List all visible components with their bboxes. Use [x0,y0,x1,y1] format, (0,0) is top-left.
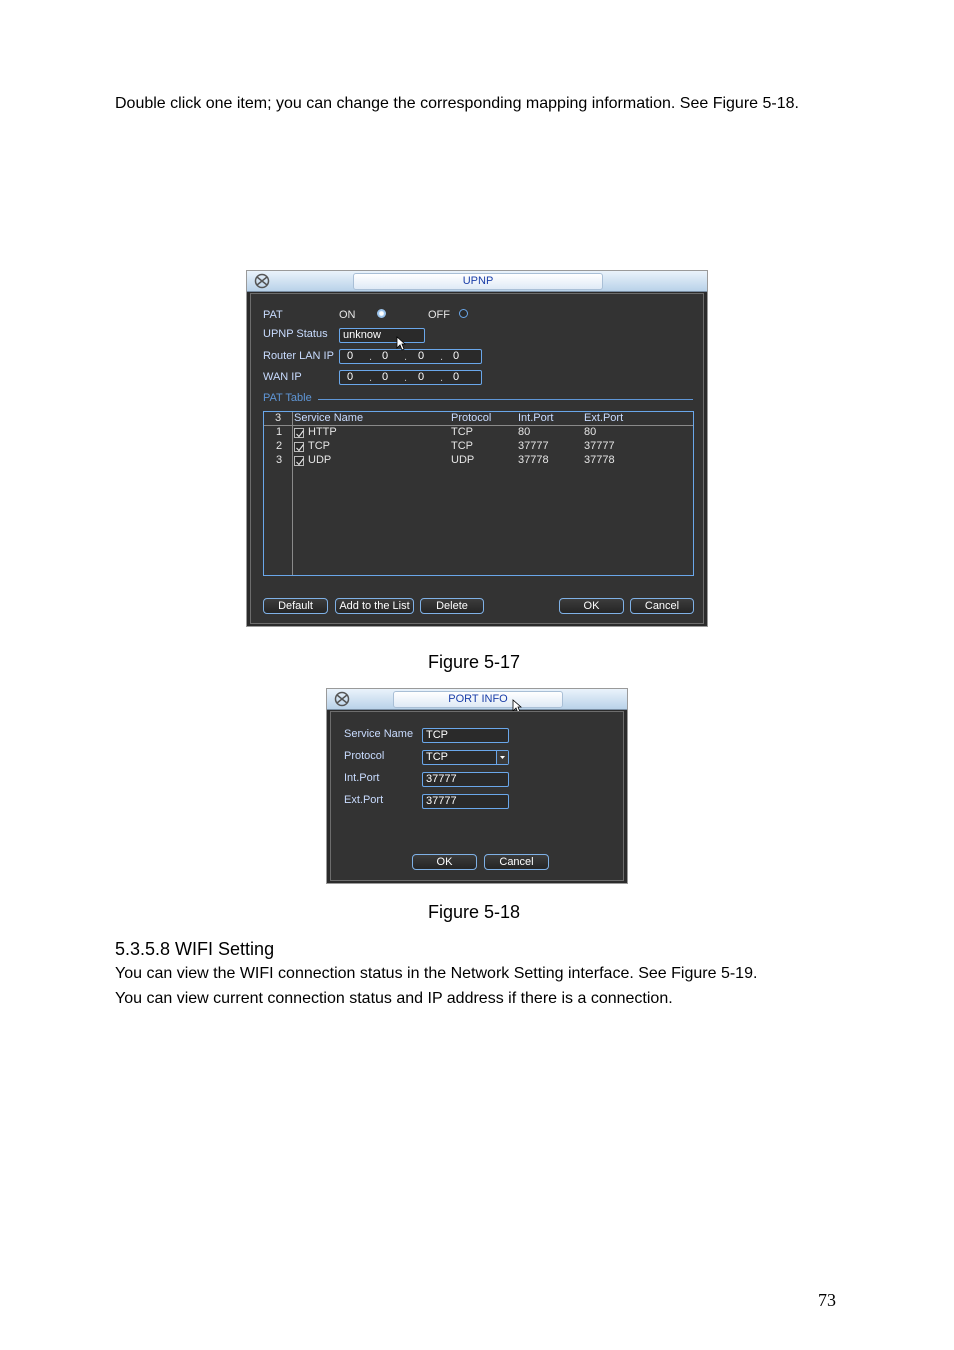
delete-button[interactable]: Delete [420,598,484,614]
ip-octet: 0 [453,350,460,362]
upnp-status-field[interactable]: unknow [339,328,425,343]
protocol-label: Protocol [344,750,385,762]
section-heading: 5.3.5.8 WIFI Setting [115,939,275,959]
row-index: 2 [276,440,283,452]
wan-ip-label: WAN IP [263,371,302,383]
ip-octet: 0 [382,350,389,362]
pat-on-label: ON [339,309,356,321]
page-number: 73 [818,1290,836,1310]
cancel-button[interactable]: Cancel [484,854,549,870]
ext-port-label: Ext.Port [344,794,384,806]
upnp-titlebar [247,271,707,292]
dropdown-arrow-icon[interactable] [496,751,508,764]
router-lan-ip-field[interactable] [339,349,482,364]
table-row[interactable] [264,426,693,440]
row-index: 3 [276,454,283,466]
row-ext-port: 80 [584,426,597,438]
table-count: 3 [275,412,282,424]
row-checkbox[interactable] [294,456,304,466]
ip-dot: . [440,351,444,363]
ip-dot: . [404,372,408,384]
port-info-title: PORT INFO [393,691,563,708]
pat-off-label: OFF [428,309,450,321]
upnp-title: UPNP [353,273,603,290]
body-text: You can view the WIFI connection status in the Network Setting interface. See Figure 5-19. [115,965,758,982]
row-int-port: 37777 [518,440,549,452]
table-row[interactable] [264,454,693,468]
port-info-panel [330,711,624,881]
checkmark-icon [295,443,305,453]
pat-table[interactable] [263,411,694,576]
row-service: UDP [308,454,332,466]
intro-text: Double click one item; you can change the corresponding mapping information. See Figure 5-18. [115,95,799,112]
pat-label: PAT [263,309,283,321]
service-name-label: Service Name [344,728,414,740]
figure-caption: Figure 5-17 [428,652,521,672]
row-checkbox[interactable] [294,442,304,452]
ip-octet: 0 [418,371,425,383]
pat-table-rule [318,399,693,400]
checkmark-icon [295,429,305,439]
ip-octet: 0 [418,350,425,362]
upnp-status-label: UPNP Status [263,328,328,340]
wan-ip-field[interactable] [339,370,482,385]
port-info-window [326,688,628,884]
dahua-logo-icon [333,691,351,707]
default-button[interactable]: Default [263,598,328,614]
ok-button[interactable]: OK [559,598,624,614]
protocol-select[interactable] [422,750,509,765]
table-header: Service Name [294,412,364,424]
cancel-button[interactable]: Cancel [630,598,694,614]
pat-on-radio[interactable] [377,309,386,318]
ip-dot: . [369,351,373,363]
checkmark-icon [295,457,305,467]
pat-off-radio[interactable] [459,309,468,318]
port-info-titlebar [327,689,627,710]
ip-dot: . [369,372,373,384]
ip-octet: 0 [382,371,389,383]
row-index: 1 [276,426,283,438]
row-ext-port: 37777 [584,440,615,452]
ip-octet: 0 [347,371,354,383]
row-protocol: TCP [451,426,473,438]
int-port-field[interactable]: 37777 [422,772,509,787]
upnp-panel [250,293,704,624]
row-protocol: UDP [451,454,475,466]
ext-port-field[interactable]: 37777 [422,794,509,809]
figure-caption: Figure 5-18 [428,902,521,922]
protocol-value: TCP [426,751,448,763]
router-lan-ip-label: Router LAN IP [263,350,334,362]
ok-button[interactable]: OK [412,854,477,870]
table-row[interactable] [264,440,693,454]
upnp-window [246,270,708,627]
row-service: HTTP [308,426,337,438]
dahua-logo-icon [253,273,271,289]
row-ext-port: 37778 [584,454,615,466]
add-to-list-button[interactable]: Add to the List [335,598,414,614]
service-name-field[interactable]: TCP [422,728,509,743]
row-protocol: TCP [451,440,473,452]
int-port-label: Int.Port [344,772,380,784]
table-header: Protocol [451,412,492,424]
row-checkbox[interactable] [294,428,304,438]
table-header: Ext.Port [584,412,624,424]
mouse-pointer-icon [396,336,406,351]
ip-octet: 0 [453,371,460,383]
table-header: Int.Port [518,412,554,424]
row-service: TCP [308,440,330,452]
row-int-port: 80 [518,426,531,438]
row-int-port: 37778 [518,454,549,466]
body-text: You can view current connection status and IP address if there is a connection. [115,990,673,1007]
ip-octet: 0 [347,350,354,362]
ip-dot: . [440,372,444,384]
ip-dot: . [404,351,408,363]
pat-table-label: PAT Table [263,392,312,404]
